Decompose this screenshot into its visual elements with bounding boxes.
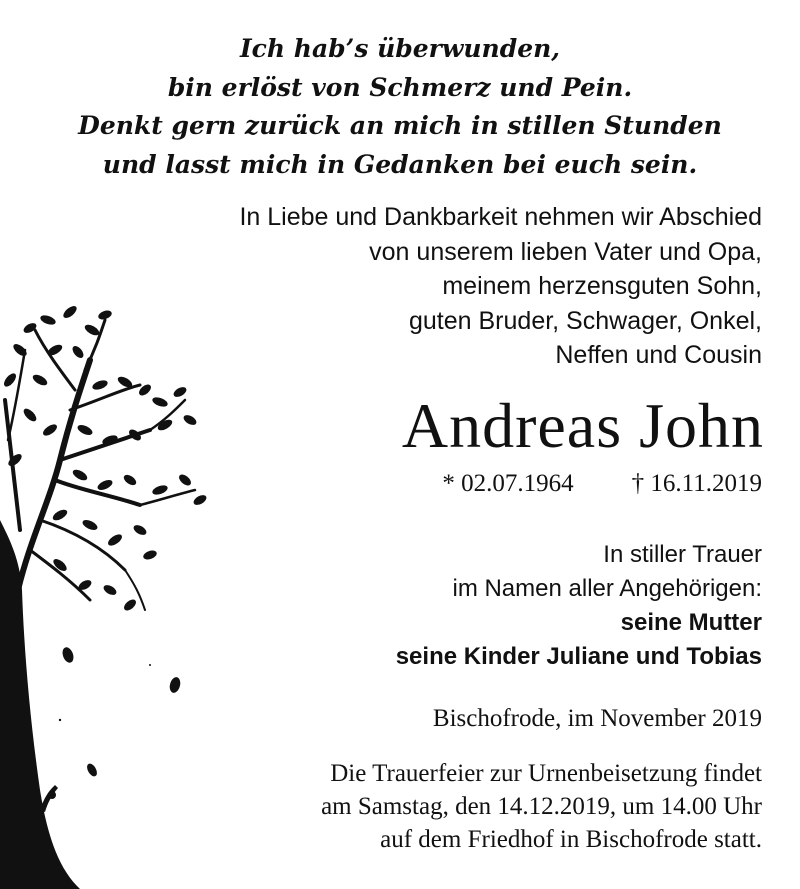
ceremony-line: auf dem Friedhof in Bischofrode statt. [380,826,762,853]
ceremony-info [321,757,762,856]
death-date: † 16.11.2019 [631,470,762,497]
intro-line: meinem herzensguten Sohn, [442,272,762,300]
mourners-block [396,538,762,674]
tree-silhouette-icon [0,290,215,889]
ceremony-line: am Samstag, den 14.12.2019, um 14.00 Uhr [321,793,762,820]
birth-date: * 02.07.1964 [442,470,574,497]
mourners-line: im Namen aller Angehörigen: [452,575,762,602]
ceremony-line: Die Trauerfeier zur Urnenbeisetzung findet [330,760,762,787]
deceased-name: Andreas John [401,390,764,461]
mourners-line: In stiller Trauer [603,541,762,568]
poem-line: bin erlöst von Schmerz und Pein. [167,72,633,102]
intro-line: von unserem lieben Vater und Opa, [369,237,762,266]
place-and-date: Bischofrode, im November 2019 [432,705,762,732]
mourner-mother: seine Mutter [620,609,762,636]
poem-line: Denkt gern zurück an mich in stillen Stunden [78,111,722,140]
intro-line: Neffen und Cousin [555,341,762,369]
intro-line: guten Bruder, Schwager, Onkel, [409,306,762,335]
intro-line: In Liebe und Dankbarkeit nehmen wir Abschied [239,203,762,231]
farewell-intro [239,200,762,373]
poem-line: Ich hab’s überwunden, [239,34,560,63]
poem-line: und lasst mich in Gedanken bei euch sein. [102,149,698,179]
mourner-children: seine Kinder Juliane und Tobias [395,643,762,670]
poem-verse [0,30,800,184]
life-dates [442,468,762,500]
